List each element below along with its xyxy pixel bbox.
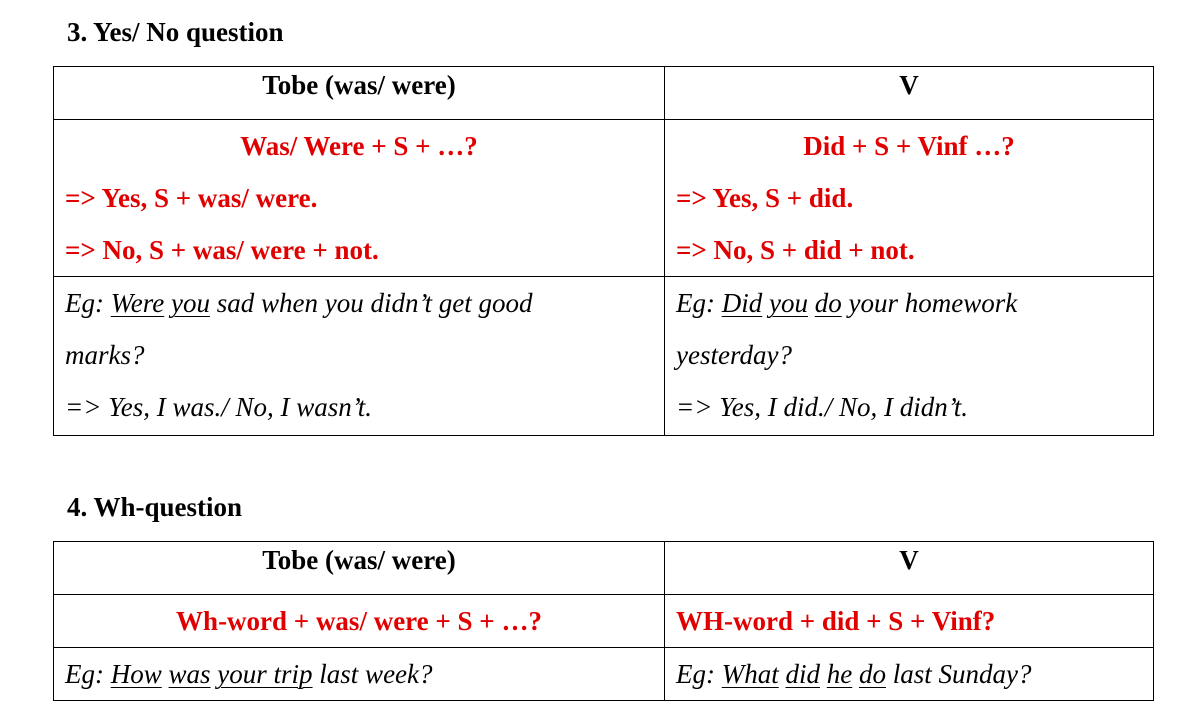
verb-wh-form: WH-word + did + S + Vinf? [676, 606, 996, 636]
example-row [54, 277, 1154, 436]
form-row [54, 120, 1154, 277]
yes-no-question-table [53, 66, 1154, 436]
tobe-form-cell [54, 595, 665, 648]
tobe-example-question-cont: marks? [65, 340, 145, 370]
verb-example-question: Eg: Did you do your homework [676, 288, 1018, 318]
tobe-example-cell [54, 277, 665, 436]
verb-example-answer: => Yes, I did./ No, I didn’t. [676, 392, 968, 422]
verb-form-cell [665, 595, 1154, 648]
tobe-yes-answer-form: => Yes, S + was/ were. [65, 183, 318, 213]
tobe-example-cell [54, 648, 665, 701]
tobe-column-header: Tobe (was/ were) [54, 67, 665, 120]
tobe-no-answer-form: => No, S + was/ were + not. [65, 235, 379, 265]
verb-yes-answer-form: => Yes, S + did. [676, 183, 854, 213]
verb-form-cell [665, 120, 1154, 277]
example-row [54, 648, 1154, 701]
section-3-title: 3. Yes/ No question [67, 17, 284, 47]
verb-column-header: V [665, 67, 1154, 120]
tobe-wh-example: Eg: How was your trip last week? [65, 659, 433, 689]
table-header-row [54, 542, 1154, 595]
tobe-wh-form: Wh-word + was/ were + S + …? [176, 606, 542, 636]
tobe-question-form: Was/ Were + S + …? [240, 131, 478, 161]
form-row [54, 595, 1154, 648]
table-header-row [54, 67, 1154, 120]
section-4-title: 4. Wh-question [67, 492, 243, 522]
verb-column-header: V [665, 542, 1154, 595]
verb-question-form: Did + S + Vinf …? [803, 131, 1015, 161]
tobe-example-question: Eg: Were you sad when you didn’t get good [65, 288, 533, 318]
wh-question-table [53, 541, 1154, 701]
verb-wh-example: Eg: What did he do last Sunday? [676, 659, 1032, 689]
tobe-column-header: Tobe (was/ were) [54, 542, 665, 595]
tobe-example-answer: => Yes, I was./ No, I wasn’t. [65, 392, 372, 422]
verb-example-question-cont: yesterday? [676, 340, 792, 370]
verb-example-cell [665, 648, 1154, 701]
verb-no-answer-form: => No, S + did + not. [676, 235, 915, 265]
tobe-form-cell [54, 120, 665, 277]
verb-example-cell [665, 277, 1154, 436]
